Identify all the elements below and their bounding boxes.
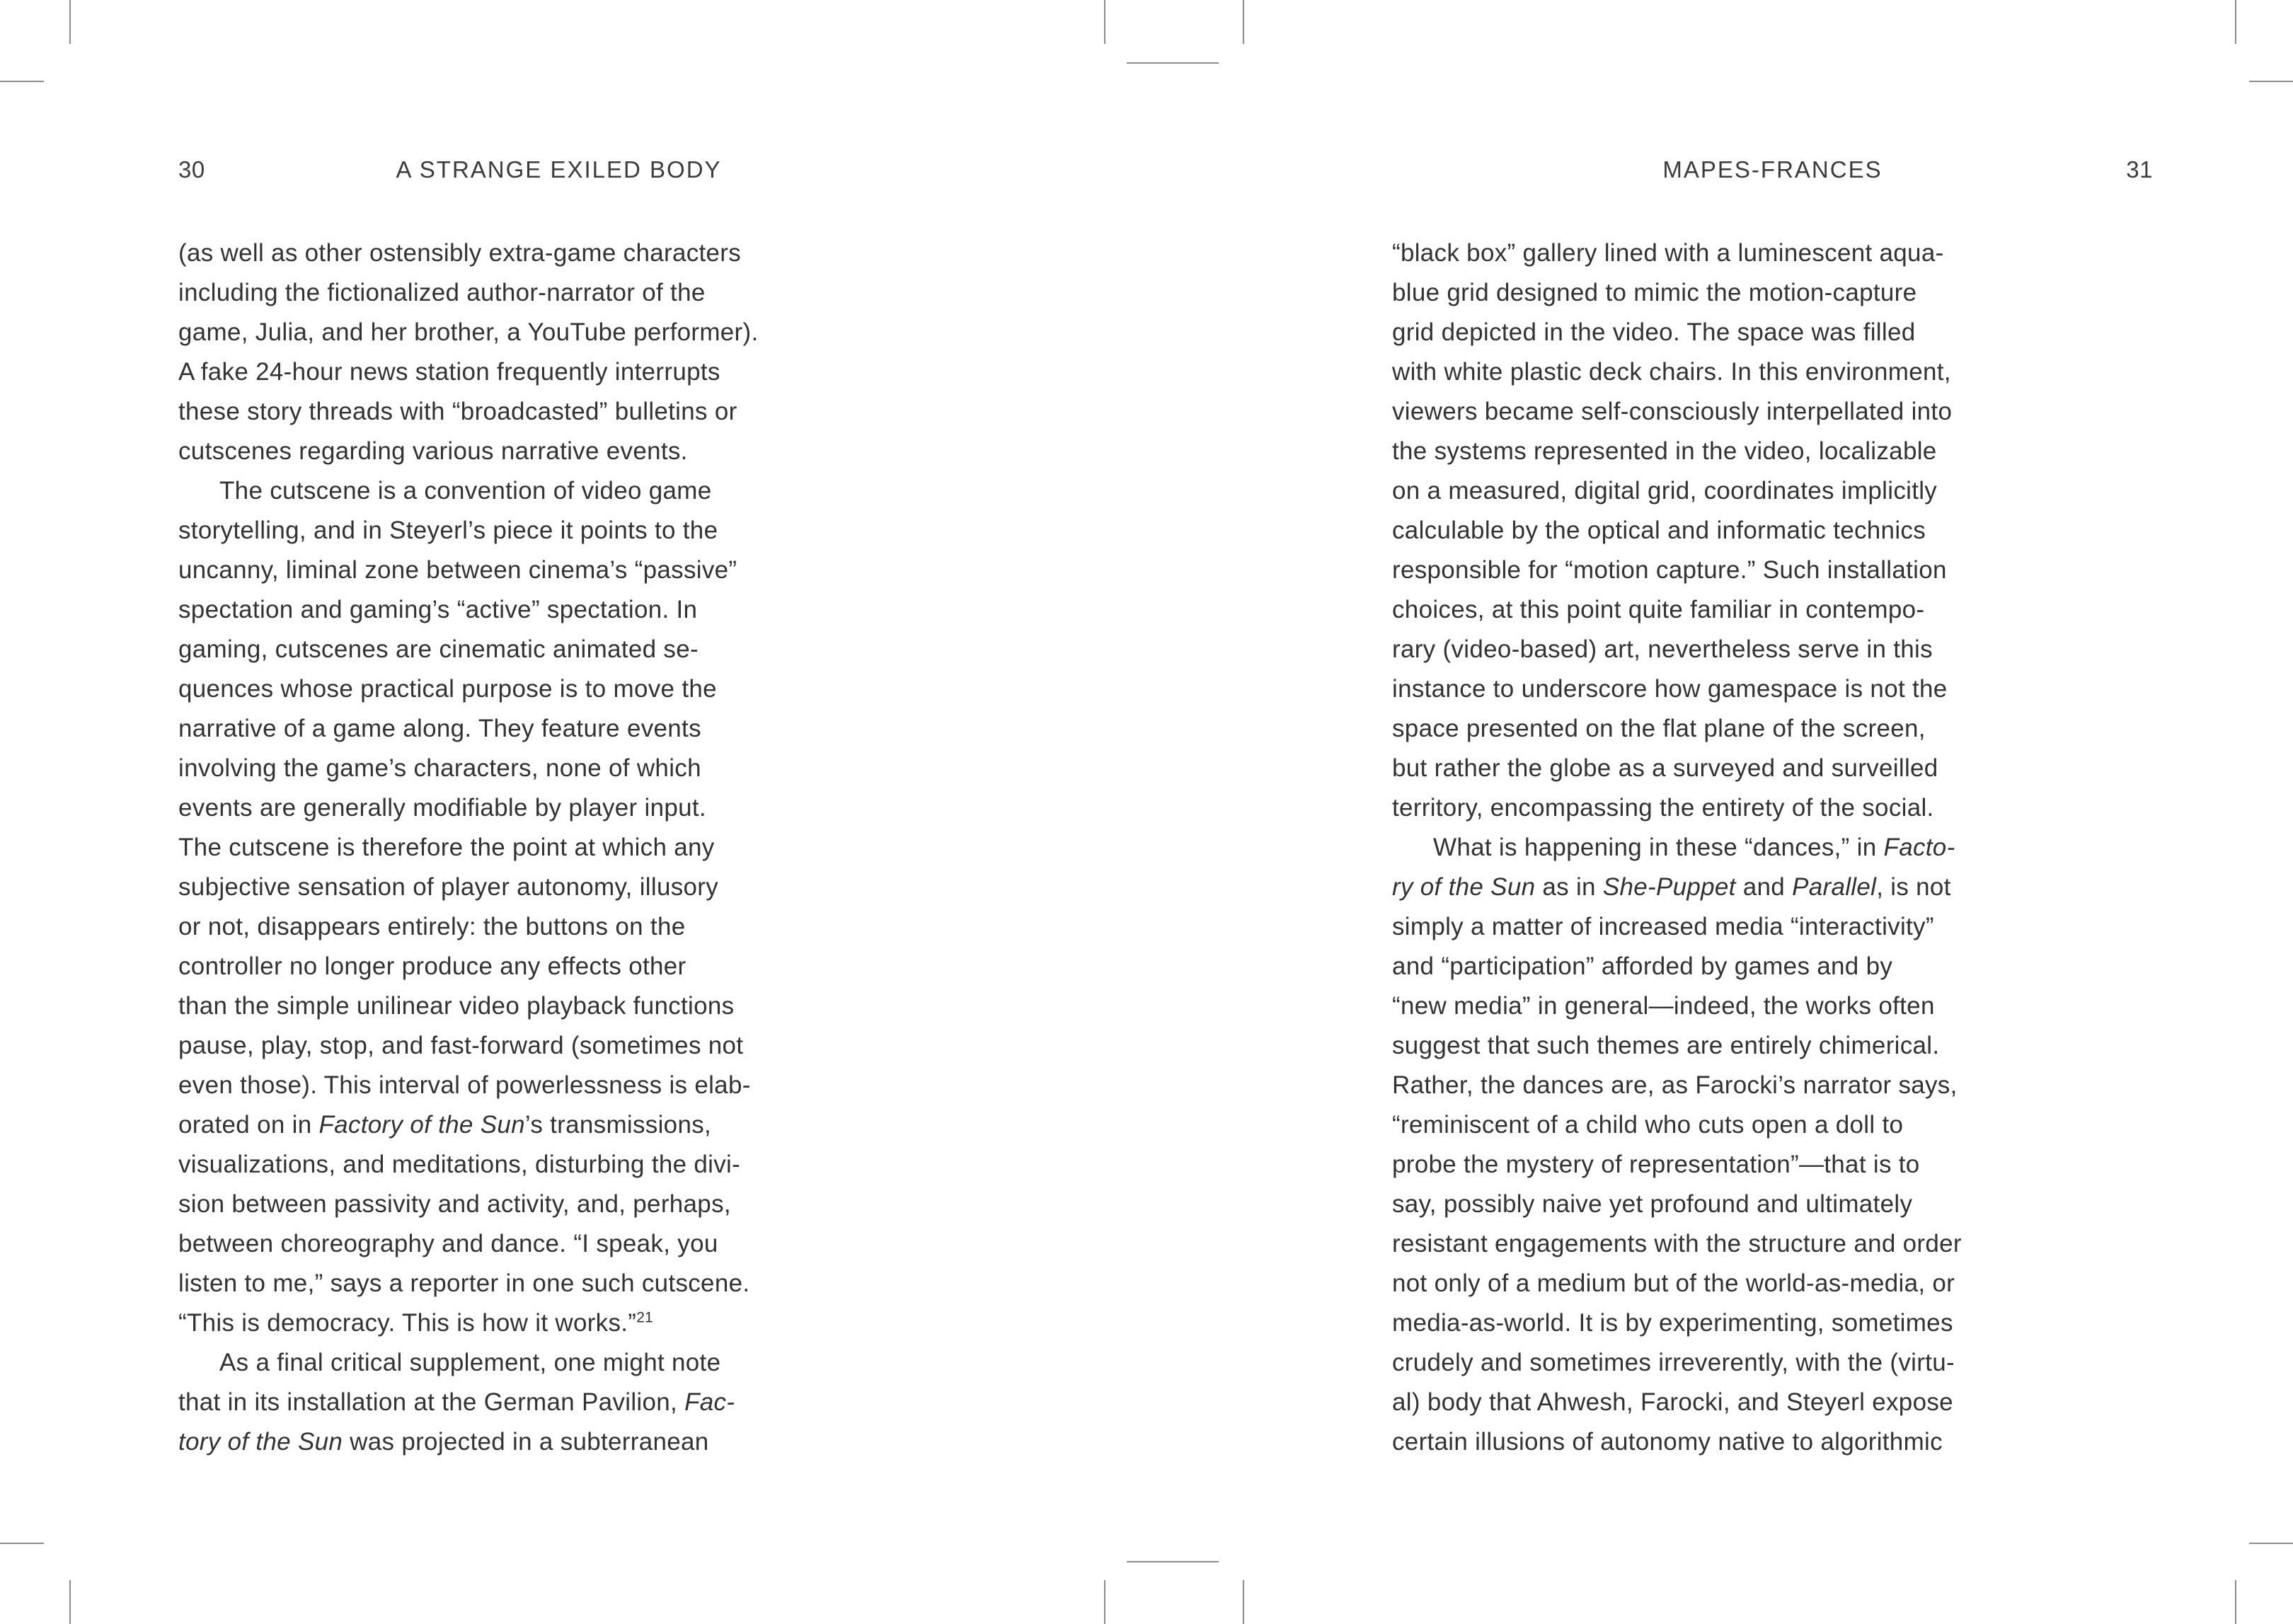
- left-running-head: A STRANGE EXILED BODY: [396, 156, 722, 183]
- text-line: media-as-world. It is by experimenting, sometimes: [1392, 1309, 1953, 1337]
- text-line: A fake 24-hour news station frequently interrupts: [178, 358, 720, 386]
- crop-mark: [2235, 0, 2236, 44]
- text-line: instance to underscore how gamespace is not the: [1392, 675, 1948, 703]
- left-page-header: [178, 153, 939, 187]
- text-line: or not, disappears entirely: the buttons on the: [178, 913, 686, 940]
- right-page-number: 31: [2126, 156, 2153, 183]
- center-fold-mark: [1127, 1561, 1219, 1562]
- text-line: the systems represented in the video, localizable: [1392, 437, 1937, 465]
- left-page-body: [178, 234, 939, 1462]
- text-line: not only of a medium but of the world-as-media, or: [1392, 1269, 1955, 1297]
- text-line: narrative of a game along. They feature events: [178, 715, 701, 742]
- text-line: these story threads with “broadcasted” bulletins or: [178, 398, 737, 425]
- text-line: uncanny, liminal zone between cinema’s “passive”: [178, 556, 737, 584]
- text-line: resistant engagements with the structure and order: [1392, 1230, 1962, 1257]
- text-line: territory, encompassing the entirety of the social.: [1392, 794, 1934, 822]
- crop-mark: [69, 1580, 71, 1624]
- text-line: “This is democracy. This is how it works.”$^{21}$: [178, 1309, 653, 1337]
- text-line: on a measured, digital grid, coordinates implicitly: [1392, 477, 1938, 505]
- text-line: game, Julia, and her brother, a YouTube performer).: [178, 318, 759, 346]
- text-line: orated on in Factory of the Sun’s transmissions,: [178, 1111, 712, 1139]
- crop-mark: [1243, 0, 1244, 44]
- text-line: involving the game’s characters, none of which: [178, 754, 701, 782]
- text-line: certain illusions of autonomy native to algorithmic: [1392, 1428, 1943, 1456]
- text-line: calculable by the optical and informatic technics: [1392, 517, 1926, 544]
- crop-mark: [1243, 1580, 1244, 1624]
- text-line: controller no longer produce any effects other: [178, 952, 686, 980]
- text-line: visualizations, and meditations, disturbing the divi-: [178, 1151, 741, 1178]
- text-line: than the simple unilinear video playback functions: [178, 992, 735, 1020]
- text-line: say, possibly naive yet profound and ultimately: [1392, 1190, 1913, 1218]
- text-line: events are generally modifiable by player input.: [178, 794, 706, 822]
- center-fold-mark: [1127, 62, 1219, 64]
- text-line: responsible for “motion capture.” Such installation: [1392, 556, 1947, 584]
- text-line: The cutscene is a convention of video game: [219, 477, 712, 505]
- text-line: and “participation” afforded by games and by: [1392, 952, 1893, 980]
- text-line: What is happening in these “dances,” in Facto-: [1433, 834, 1955, 861]
- text-line: with white plastic deck chairs. In this environment,: [1392, 358, 1951, 386]
- text-line: cutscenes regarding various narrative events.: [178, 437, 688, 465]
- text-line: but rather the globe as a surveyed and surveilled: [1392, 754, 1938, 782]
- text-line: space presented on the flat plane of the screen,: [1392, 715, 1926, 742]
- crop-mark: [0, 1543, 44, 1544]
- crop-mark: [2249, 81, 2293, 82]
- text-line: The cutscene is therefore the point at which any: [178, 834, 715, 861]
- text-line: pause, play, stop, and fast-forward (sometimes not: [178, 1032, 744, 1059]
- text-line: (as well as other ostensibly extra-game characters: [178, 239, 742, 267]
- text-line: listen to me,” says a reporter in one such cutscene.: [178, 1269, 750, 1297]
- crop-mark: [0, 81, 44, 82]
- crop-mark: [1104, 1580, 1105, 1624]
- text-line: simply a matter of increased media “interactivity”: [1392, 913, 1934, 940]
- text-line: suggest that such themes are entirely chimerical.: [1392, 1032, 1940, 1059]
- text-line: tory of the Sun was projected in a subterranean: [178, 1428, 709, 1456]
- text-line: crudely and sometimes irreverently, with the (virtu-: [1392, 1349, 1955, 1376]
- text-line: As a final critical supplement, one might note: [219, 1349, 721, 1376]
- text-line: “reminiscent of a child who cuts open a doll to: [1392, 1111, 1904, 1139]
- crop-mark: [2235, 1580, 2236, 1624]
- text-line: Rather, the dances are, as Farocki’s narrator says,: [1392, 1071, 1958, 1099]
- left-page-number: 30: [178, 156, 205, 183]
- text-line: ry of the Sun as in She-Puppet and Parallel, is not: [1392, 873, 1951, 901]
- right-page-body: [1392, 234, 2153, 1462]
- crop-mark: [1104, 0, 1105, 44]
- right-running-head: MAPES-FRANCES: [1662, 156, 1883, 183]
- text-line: probe the mystery of representation”—that is to: [1392, 1151, 1920, 1178]
- text-line: rary (video-based) art, nevertheless serve in this: [1392, 635, 1933, 663]
- text-line: al) body that Ahwesh, Farocki, and Steyerl expose: [1392, 1388, 1953, 1416]
- text-line: subjective sensation of player autonomy, illusory: [178, 873, 719, 901]
- text-line: viewers became self-consciously interpellated into: [1392, 398, 1953, 425]
- text-line: that in its installation at the German Pavilion, Fac-: [178, 1388, 735, 1416]
- text-line: choices, at this point quite familiar in contempo-: [1392, 596, 1925, 623]
- text-line: between choreography and dance. “I speak, you: [178, 1230, 718, 1257]
- text-line: quences whose practical purpose is to move the: [178, 675, 717, 703]
- text-line: blue grid designed to mimic the motion-capture: [1392, 279, 1917, 306]
- text-line: gaming, cutscenes are cinematic animated se-: [178, 635, 699, 663]
- right-page-header: [1392, 153, 2153, 187]
- text-line: spectation and gaming’s “active” spectation. In: [178, 596, 698, 623]
- crop-mark: [69, 0, 71, 44]
- text-line: sion between passivity and activity, and, perhaps,: [178, 1190, 731, 1218]
- text-line: storytelling, and in Steyerl’s piece it points to the: [178, 517, 718, 544]
- text-line: including the fictionalized author-narrator of the: [178, 279, 706, 306]
- text-line: “black box” gallery lined with a luminescent aqua-: [1392, 239, 1944, 267]
- text-line: “new media” in general—indeed, the works often: [1392, 992, 1935, 1020]
- text-line: even those). This interval of powerlessness is elab-: [178, 1071, 751, 1099]
- text-line: grid depicted in the video. The space was filled: [1392, 318, 1916, 346]
- crop-mark: [2249, 1543, 2293, 1544]
